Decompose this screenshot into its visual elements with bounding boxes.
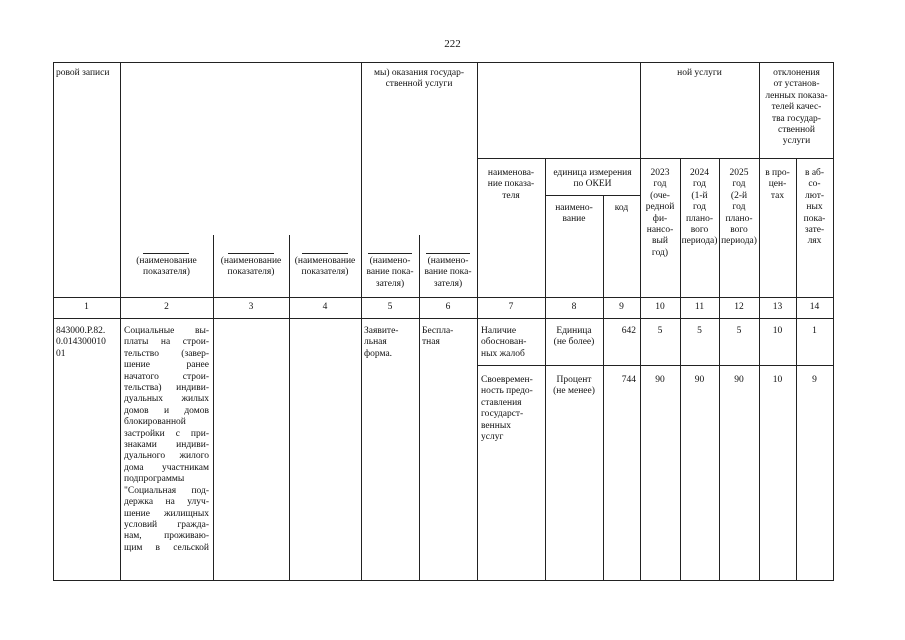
column-number: 10 <box>655 302 665 312</box>
header-indicator-6: (наимено- вание пока- зателя) <box>424 256 472 289</box>
col-border <box>213 235 214 581</box>
description-line: тельство (завер- <box>124 348 209 359</box>
header-deviation: отклонения от установ- ленных показа- телей качес- тва государ- ственной услуги <box>765 68 828 147</box>
col-border <box>477 62 478 581</box>
column-number: 8 <box>571 302 577 312</box>
column-number: 5 <box>387 302 393 312</box>
column-number: 9 <box>619 302 624 312</box>
col-border <box>120 62 121 581</box>
indicator-name: Своевремен- ность предо- ставления государст- венных услуг <box>481 375 533 443</box>
description-line: платы на строи- <box>124 337 209 348</box>
indicator-unit: Единица (не более) <box>553 326 595 348</box>
column-number: 7 <box>508 302 514 312</box>
column-number: 12 <box>734 302 744 312</box>
header-okei-unit: единица измерения по ОКЕИ <box>553 168 632 190</box>
table-bottom-border <box>53 580 834 581</box>
description-line: шение ранее <box>124 360 209 371</box>
header-registry-record: ровой записи <box>56 68 110 78</box>
indicator-row-separator <box>477 365 834 366</box>
description-line: блокированной <box>124 417 186 428</box>
description-line: домов и домов <box>124 405 209 416</box>
col-border <box>361 62 362 581</box>
col-border <box>53 62 54 581</box>
indicator-value-2025: 90 <box>734 375 744 385</box>
indicator-deviation-percent: 10 <box>772 326 783 336</box>
description-line: щим в сельской <box>124 542 209 553</box>
blank-underline <box>143 253 189 254</box>
header-year-2023: 2023 год (оче- редной фи- нансо- вый год) <box>645 168 675 258</box>
header-bottom-border <box>53 297 834 298</box>
col-border <box>603 195 604 581</box>
column-number: 6 <box>445 302 451 312</box>
description-line: условий гражда- <box>124 519 209 530</box>
description-line: нам, проживаю- <box>124 531 209 542</box>
description-line: дуальных жилых <box>124 394 209 405</box>
blank-underline <box>302 253 348 254</box>
column-number: 4 <box>322 302 328 312</box>
col-border <box>289 235 290 581</box>
column-number: 1 <box>84 302 89 312</box>
header-indicator-4: (наименование показателя) <box>294 256 356 278</box>
column-number: 13 <box>772 302 783 312</box>
column-number: 3 <box>248 302 254 312</box>
column-number: 2 <box>164 302 169 312</box>
indicator-unit: Процент (не менее) <box>553 375 595 397</box>
indicator-value-2024: 90 <box>694 375 705 385</box>
description-line: тельства) индиви- <box>124 383 209 394</box>
header-deviation-absolute: в аб- со- лют- ных пока- зате- лях <box>803 168 826 247</box>
header-year-2025: 2025 год (2-й год плано- вого периода) <box>721 168 757 247</box>
column-number: 11 <box>694 302 705 312</box>
description-line: застройки с при- <box>124 428 209 439</box>
description-line: держка на улуч- <box>124 497 209 508</box>
blank-underline <box>368 253 412 254</box>
indicator-value-2024: 5 <box>697 326 702 336</box>
service-description <box>124 326 209 554</box>
header-quality-values: ной услуги <box>677 68 722 78</box>
description-line: шение жилищных <box>124 508 209 519</box>
header-rule-indicator <box>477 158 834 159</box>
description-line: начатого строи- <box>124 371 209 382</box>
indicator-value-2023: 90 <box>655 375 665 385</box>
indicator-okei-code: 744 <box>621 375 636 385</box>
indicator-okei-code: 642 <box>621 326 636 336</box>
description-line: дуального жилого <box>124 451 209 462</box>
column-number: 14 <box>809 302 820 312</box>
header-indicator-name: наименова- ние показа- теля <box>487 168 535 201</box>
description-line: дома участникам <box>124 462 209 473</box>
indicator-deviation-percent: 10 <box>772 375 783 385</box>
header-rule-okei <box>545 195 640 196</box>
indicator-deviation-absolute: 1 <box>812 326 817 336</box>
registry-record-code: 843000.Р.82. 0.014300010 01 <box>56 326 106 359</box>
service-payment-cell: Беспла- тная <box>422 326 454 348</box>
description-line: подпрограммы <box>124 474 185 485</box>
header-indicator-5: (наимено- вание пока- зателя) <box>366 256 414 289</box>
header-indicator-3: (наименование показателя) <box>220 256 282 278</box>
description-line: Социальные вы- <box>124 326 209 336</box>
description-line: "Социальная под- <box>124 485 209 496</box>
header-indicator-2: (наименование показателя) <box>136 256 197 278</box>
header-unit-code: код <box>614 203 629 213</box>
indicator-name: Наличие обоснован- ных жалоб <box>481 326 527 359</box>
page-number: 222 <box>444 38 461 50</box>
header-year-2024: 2024 год (1-й год плано- вого периода) <box>681 168 718 247</box>
column-number-row-border <box>53 318 834 319</box>
col-border <box>640 62 641 581</box>
indicator-value-2025: 5 <box>736 326 742 336</box>
table-top-border <box>53 62 834 63</box>
description-line: знаками индиви- <box>124 440 209 451</box>
indicator-deviation-absolute: 9 <box>812 375 817 385</box>
blank-underline <box>228 253 274 254</box>
header-unit-name: наимено- вание <box>555 203 593 225</box>
header-deviation-percent: в про- цен- тах <box>765 168 790 201</box>
service-form-cell: Заявите- льная форма. <box>364 326 399 359</box>
header-service-form: мы) оказания государ- ственной услуги <box>373 68 465 90</box>
blank-underline <box>426 253 470 254</box>
indicator-value-2023: 5 <box>657 326 663 336</box>
